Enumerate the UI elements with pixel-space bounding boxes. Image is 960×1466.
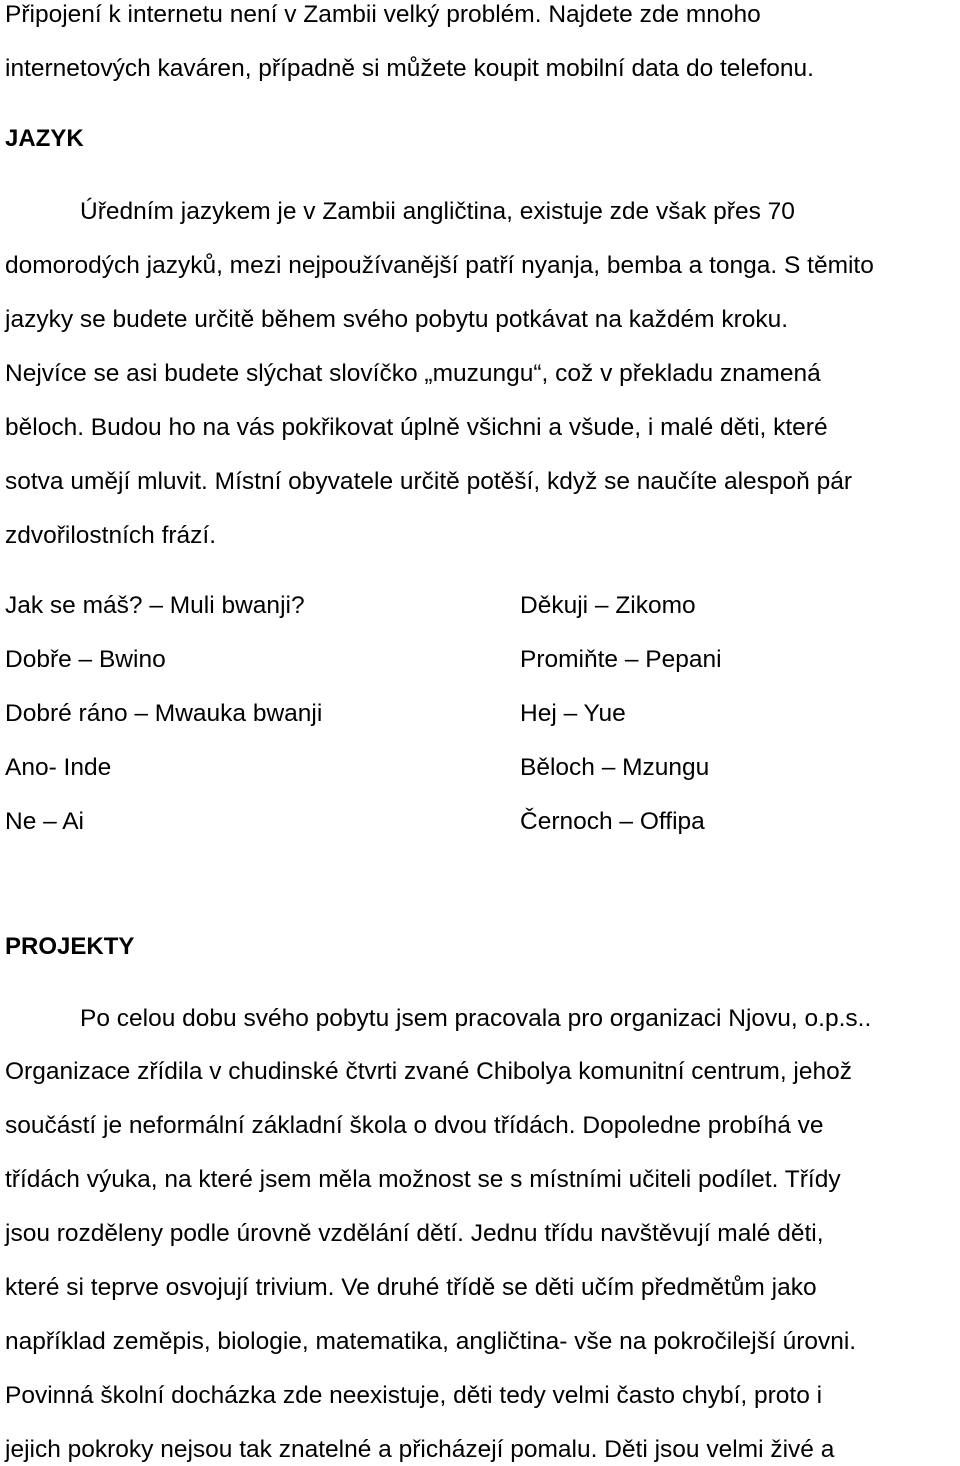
projects-paragraph-line: Povinná školní docházka zde neexistuje, děti tedy velmi často chybí, proto i [5, 1382, 823, 1409]
projects-paragraph-line: Po celou dobu svého pobytu jsem pracovala pro organizaci Njovu, o.p.s.. [80, 1005, 872, 1032]
projects-paragraph-line: například zeměpis, biologie, matematika, angličtina- vše na pokročilejší úrovni. [5, 1328, 857, 1355]
projects-paragraph-line: součástí je neformální základní škola o dvou třídách. Dopoledne probíhá ve [5, 1112, 824, 1139]
language-paragraph-line: jazyky se budete určitě během svého pobytu potkávat na každém kroku. [5, 306, 789, 333]
phrase-item: Běloch – Mzungu [520, 754, 710, 781]
phrase-item: Ne – Ai [5, 808, 84, 835]
projects-paragraph-line: třídách výuka, na které jsem měla možnost se s místními učiteli podílet. Třídy [5, 1166, 841, 1193]
section-heading-language: JAZYK [5, 125, 84, 152]
projects-paragraph-line: Organizace zřídila v chudinské čtvrti zvané Chibolya komunitní centrum, jehož [5, 1058, 852, 1085]
projects-paragraph-line: jejich pokroky nejsou tak znatelné a přicházejí pomalu. Děti jsou velmi živé a [5, 1436, 835, 1463]
phrase-item: Ano- Inde [5, 754, 112, 781]
intro-line: internetových kaváren, případně si můžete koupit mobilní data do telefonu. [5, 55, 814, 82]
language-paragraph-line: běloch. Budou ho na vás pokřikovat úplně všichni a všude, i malé děti, které [5, 414, 828, 441]
phrase-item: Jak se máš? – Muli bwanji? [5, 592, 305, 619]
phrase-item: Promiňte – Pepani [520, 646, 722, 673]
phrase-item: Hej – Yue [520, 700, 626, 727]
intro-line: Připojení k internetu není v Zambii velký problém. Najdete zde mnoho [5, 1, 761, 28]
phrase-item: Děkuji – Zikomo [520, 592, 696, 619]
projects-paragraph-line: jsou rozděleny podle úrovně vzdělání dětí. Jednu třídu navštěvují malé děti, [5, 1220, 824, 1247]
language-paragraph-line: domorodých jazyků, mezi nejpoužívanější patří nyanja, bemba a tonga. S těmito [5, 252, 874, 279]
phrase-item: Dobré ráno – Mwauka bwanji [5, 700, 323, 727]
section-heading-projects: PROJEKTY [5, 933, 135, 960]
language-paragraph-line: zdvořilostních frází. [5, 522, 217, 549]
language-paragraph-line: sotva umějí mluvit. Místní obyvatele určitě potěší, když se naučíte alespoň pár [5, 468, 853, 495]
projects-paragraph-line: které si teprve osvojují trivium. Ve druhé třídě se děti učím předmětům jako [5, 1274, 817, 1301]
phrase-item: Dobře – Bwino [5, 646, 166, 673]
language-paragraph-line: Úředním jazykem je v Zambii angličtina, existuje zde však přes 70 [80, 198, 795, 225]
language-paragraph-line: Nejvíce se asi budete slýchat slovíčko „muzungu“, což v překladu znamená [5, 360, 821, 387]
phrase-item: Černoch – Offipa [520, 808, 705, 835]
